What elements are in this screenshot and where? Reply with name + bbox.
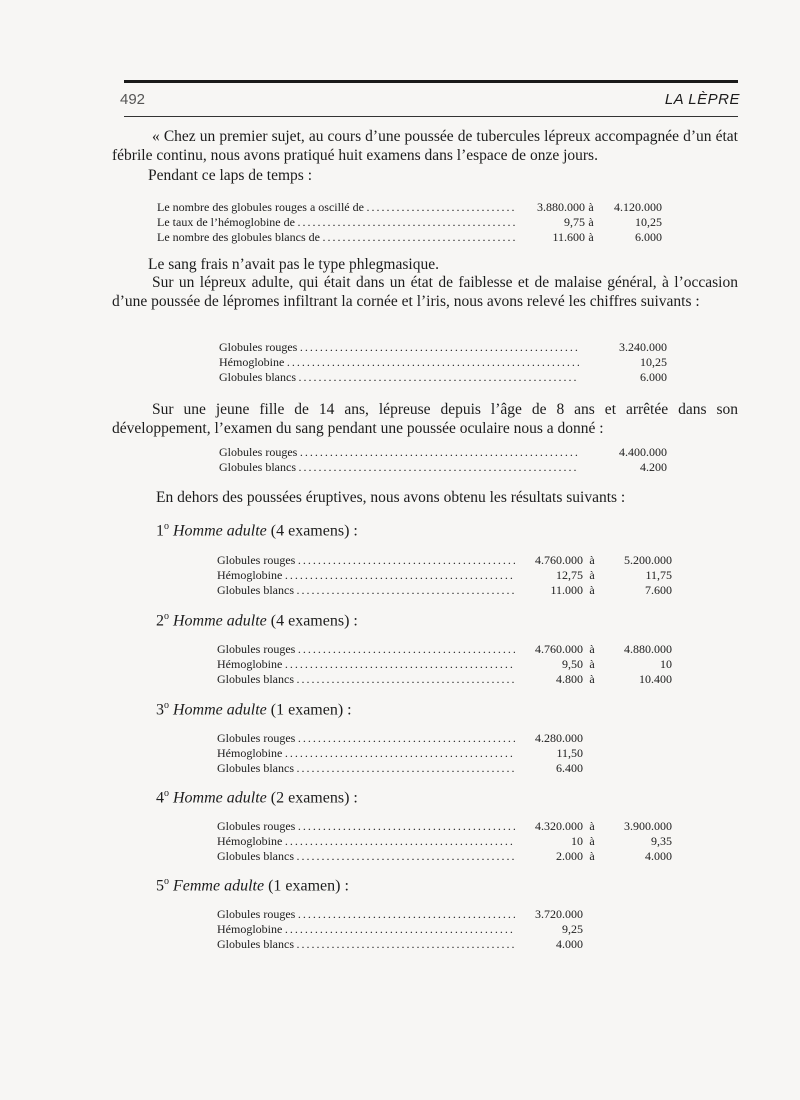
row-label: Le nombre des globules blancs de . . . [157,230,515,245]
row-label: Hémoglobine . . . [217,746,515,761]
row-label: Globules rouges . . . [217,553,515,568]
value-from: 3.880.000 [537,200,585,214]
case-table-3 [217,731,597,776]
value-to: 5.200.000 [624,553,672,567]
range-sep: à [588,230,594,244]
row-label: Globules blancs . . . [219,460,579,475]
value-from: 11.600 [552,230,585,244]
case-heading-5: 5$^o$ Femme adulte (1 examen) : [156,876,349,895]
table-row [217,731,597,746]
row-label: Le taux de l’hémoglobine de . . . [157,215,515,230]
table-row [217,819,672,834]
value: 6.400 [556,761,583,775]
paragraph-2-text: Le sang frais n’avait pas le type phlegmasique. [148,256,439,273]
row-label: Hémoglobine . . . [219,355,579,370]
paragraph-5 [112,488,738,507]
paragraph-4-text: Sur une jeune fille de 14 ans, lépreuse depuis l’âge de 8 ans et arrêtée dans son développement, l’examen du sang pendant une poussée oculaire nous a donné : [112,401,738,437]
case-heading-1: 1$^o$ Homme adulte (4 examens) : [156,521,358,540]
value: 3.240.000 [619,340,667,354]
value: 9,25 [562,922,583,936]
value: 11,50 [556,746,583,760]
case-table-4 [217,819,672,864]
range-sep: à [589,657,595,671]
table-2 [219,340,667,385]
case-table-2 [217,642,672,687]
range-sep: à [589,553,595,567]
range-sep: à [589,642,595,656]
paragraph-4 [112,400,738,438]
value-from: 4.320.000 [535,819,583,833]
row-label: Le nombre des globules rouges a oscillé de . . . [157,200,515,215]
case-table-1 [217,553,672,598]
page-number: 492 [120,91,146,108]
row-label: Globules blancs . . . [217,849,515,864]
table-row [217,672,672,687]
value-to: 10 [660,657,672,671]
value-to: 10.400 [639,672,672,686]
value: 4.280.000 [535,731,583,745]
row-label: Globules blancs . . . [217,937,515,952]
table-1 [157,200,662,245]
table-row [217,746,597,761]
case-heading-2: 2$^o$ Homme adulte (4 examens) : [156,611,358,630]
range-sep: à [589,819,595,833]
value: 4.200 [640,460,667,474]
value-from: 9,75 [564,215,585,229]
range-sep: à [589,672,595,686]
value-to: 9,35 [651,834,672,848]
value-to: 6.000 [635,230,662,244]
paragraph-1b [112,166,738,185]
paragraph-1 [112,127,738,165]
row-label: Hémoglobine . . . [217,922,515,937]
running-title: LA LÈPRE [664,91,740,108]
value: 4.000 [556,937,583,951]
value-from: 12,75 [556,568,583,582]
table-row [217,937,597,952]
header-rule-thick [124,80,738,83]
table-row [219,340,667,355]
row-label: Globules rouges . . . [217,731,515,746]
paragraph-3-text: Sur un lépreux adulte, qui était dans un état de faiblesse et de malaise général, à l’occasion d’une poussée de lépromes infiltrant la cornée et l’iris, nous avons relevé les chiffres suivants : [112,274,738,310]
row-label: Globules blancs . . . [217,761,515,776]
table-row [157,200,662,215]
value-from: 4.760.000 [535,553,583,567]
range-sep: à [589,849,595,863]
table-row [217,642,672,657]
table-row [217,761,597,776]
value-from: 10 [571,834,583,848]
value-from: 11.000 [550,583,583,597]
range-sep: à [589,568,595,582]
table-row [217,922,597,937]
value: 6.000 [640,370,667,384]
table-row [217,834,672,849]
row-label: Globules rouges . . . [219,340,579,355]
row-label: Hémoglobine . . . [217,657,515,672]
row-label: Globules rouges . . . [217,907,515,922]
row-label: Hémoglobine . . . [217,568,515,583]
value-to: 3.900.000 [624,819,672,833]
row-label: Globules rouges . . . [217,642,515,657]
paragraph-1b-text: Pendant ce laps de temps : [148,167,312,184]
paragraph-1-text: « Chez un premier sujet, au cours d’une poussée de tubercules lépreux accompagnée d’un état fébrile continu, nous avons pratiqué huit examens dans l’espace de onze jours. [112,128,738,164]
value-from: 4.800 [556,672,583,686]
value: 10,25 [640,355,667,369]
value-to: 4.120.000 [614,200,662,214]
value-from: 2.000 [556,849,583,863]
row-label: Hémoglobine . . . [217,834,515,849]
value-to: 4.880.000 [624,642,672,656]
table-row [217,583,672,598]
value-to: 10,25 [635,215,662,229]
range-sep: à [588,215,594,229]
table-3 [219,445,667,475]
value-to: 7.600 [645,583,672,597]
table-row [217,568,672,583]
table-row [219,355,667,370]
value: 4.400.000 [619,445,667,459]
table-row [157,215,662,230]
paragraph-2 [112,255,738,274]
case-table-5 [217,907,597,952]
row-label: Globules blancs . . . [219,370,579,385]
range-sep: à [589,583,595,597]
row-label: Globules blancs . . . [217,672,515,687]
table-row [219,460,667,475]
value: 3.720.000 [535,907,583,921]
value-to: 4.000 [645,849,672,863]
paragraph-3 [112,273,738,311]
value-from: 4.760.000 [535,642,583,656]
range-sep: à [588,200,594,214]
row-label: Globules rouges . . . [217,819,515,834]
table-row [217,553,672,568]
table-row [217,849,672,864]
case-heading-3: 3$^o$ Homme adulte (1 examen) : [156,700,352,719]
header-rule-thin [124,116,738,117]
table-row [219,445,667,460]
value-to: 11,75 [645,568,672,582]
table-row [157,230,662,245]
case-heading-4: 4$^o$ Homme adulte (2 examens) : [156,788,358,807]
range-sep: à [589,834,595,848]
value-from: 9,50 [562,657,583,671]
row-label: Globules rouges . . . [219,445,579,460]
row-label: Globules blancs . . . [217,583,515,598]
paragraph-5-text: En dehors des poussées éruptives, nous avons obtenu les résultats suivants : [156,489,626,506]
table-row [217,907,597,922]
table-row [219,370,667,385]
table-row [217,657,672,672]
